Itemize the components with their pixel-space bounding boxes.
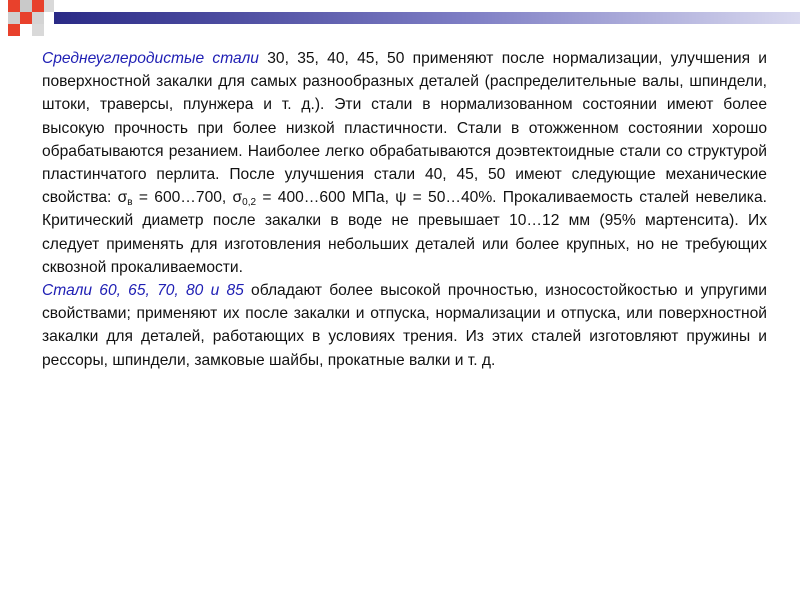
paragraph1-text-2: = 600…700, σ: [132, 189, 243, 207]
deco-square-red-1: [8, 0, 20, 12]
slide-body: [42, 47, 767, 372]
deco-square-red-3: [20, 12, 32, 24]
paragraph-medium-carbon-steels: [42, 47, 767, 279]
paragraph1-text-1: 30, 35, 40, 45, 50 применяют после нормализации, улучшения и поверхностной закалки для самых разнообразных деталей (распределительные валы, шпиндели, штоки, траверсы, плунжера и т. д.). Эти стали в нормализованном состоянии имеют более высокую прочность при более низкой пластичности. Стали в отожженном состоянии хорошо обрабатываются резанием. Наиболее легко обрабатываются доэвтектоидные стали со структурой пластинчатого перлита. После улучшения стали 40, 45, 50 имеют следующие механические свойства: σ: [42, 50, 767, 207]
paragraph-high-carbon-steels: [42, 279, 767, 372]
header-gradient-bar: [54, 12, 800, 24]
sigma-b-subscript: в: [127, 197, 133, 209]
deco-square-red-4: [8, 24, 20, 36]
deco-square-gray-1: [20, 0, 32, 12]
deco-square-gray-4: [32, 12, 44, 24]
deco-square-gray-2: [44, 0, 54, 12]
sigma-02-subscript: 0,2: [242, 197, 257, 209]
paragraph2-text: обладают более высокой прочностью, износостойкостью и упругими свойствами; применяют их после закалки и отпуска, нормализации и отпуска, или поверхностной закалки для деталей, работающих в условиях трения. Из этих сталей изготовляют пружины и рессоры, шпиндели, замковые шайбы, прокатные валки и т. д.: [42, 282, 767, 369]
paragraph1-text-3: = 400…600 МПа, ψ = 50…40%. Прокаливаемость сталей невелика. Критический диаметр после закалки в воде не превышает 10…12 мм (95% мартенсита). Их следует применять для изготовления небольших деталей или более крупных, но не требующих сквозной прокаливаемости.: [42, 189, 767, 276]
paragraph2-lead: Стали 60, 65, 70, 80 и 85: [42, 282, 244, 300]
deco-square-red-2: [32, 0, 44, 12]
deco-square-gray-5: [32, 24, 44, 36]
paragraph1-lead: Среднеуглеродистые стали: [42, 50, 259, 67]
deco-square-gray-3: [8, 12, 20, 24]
